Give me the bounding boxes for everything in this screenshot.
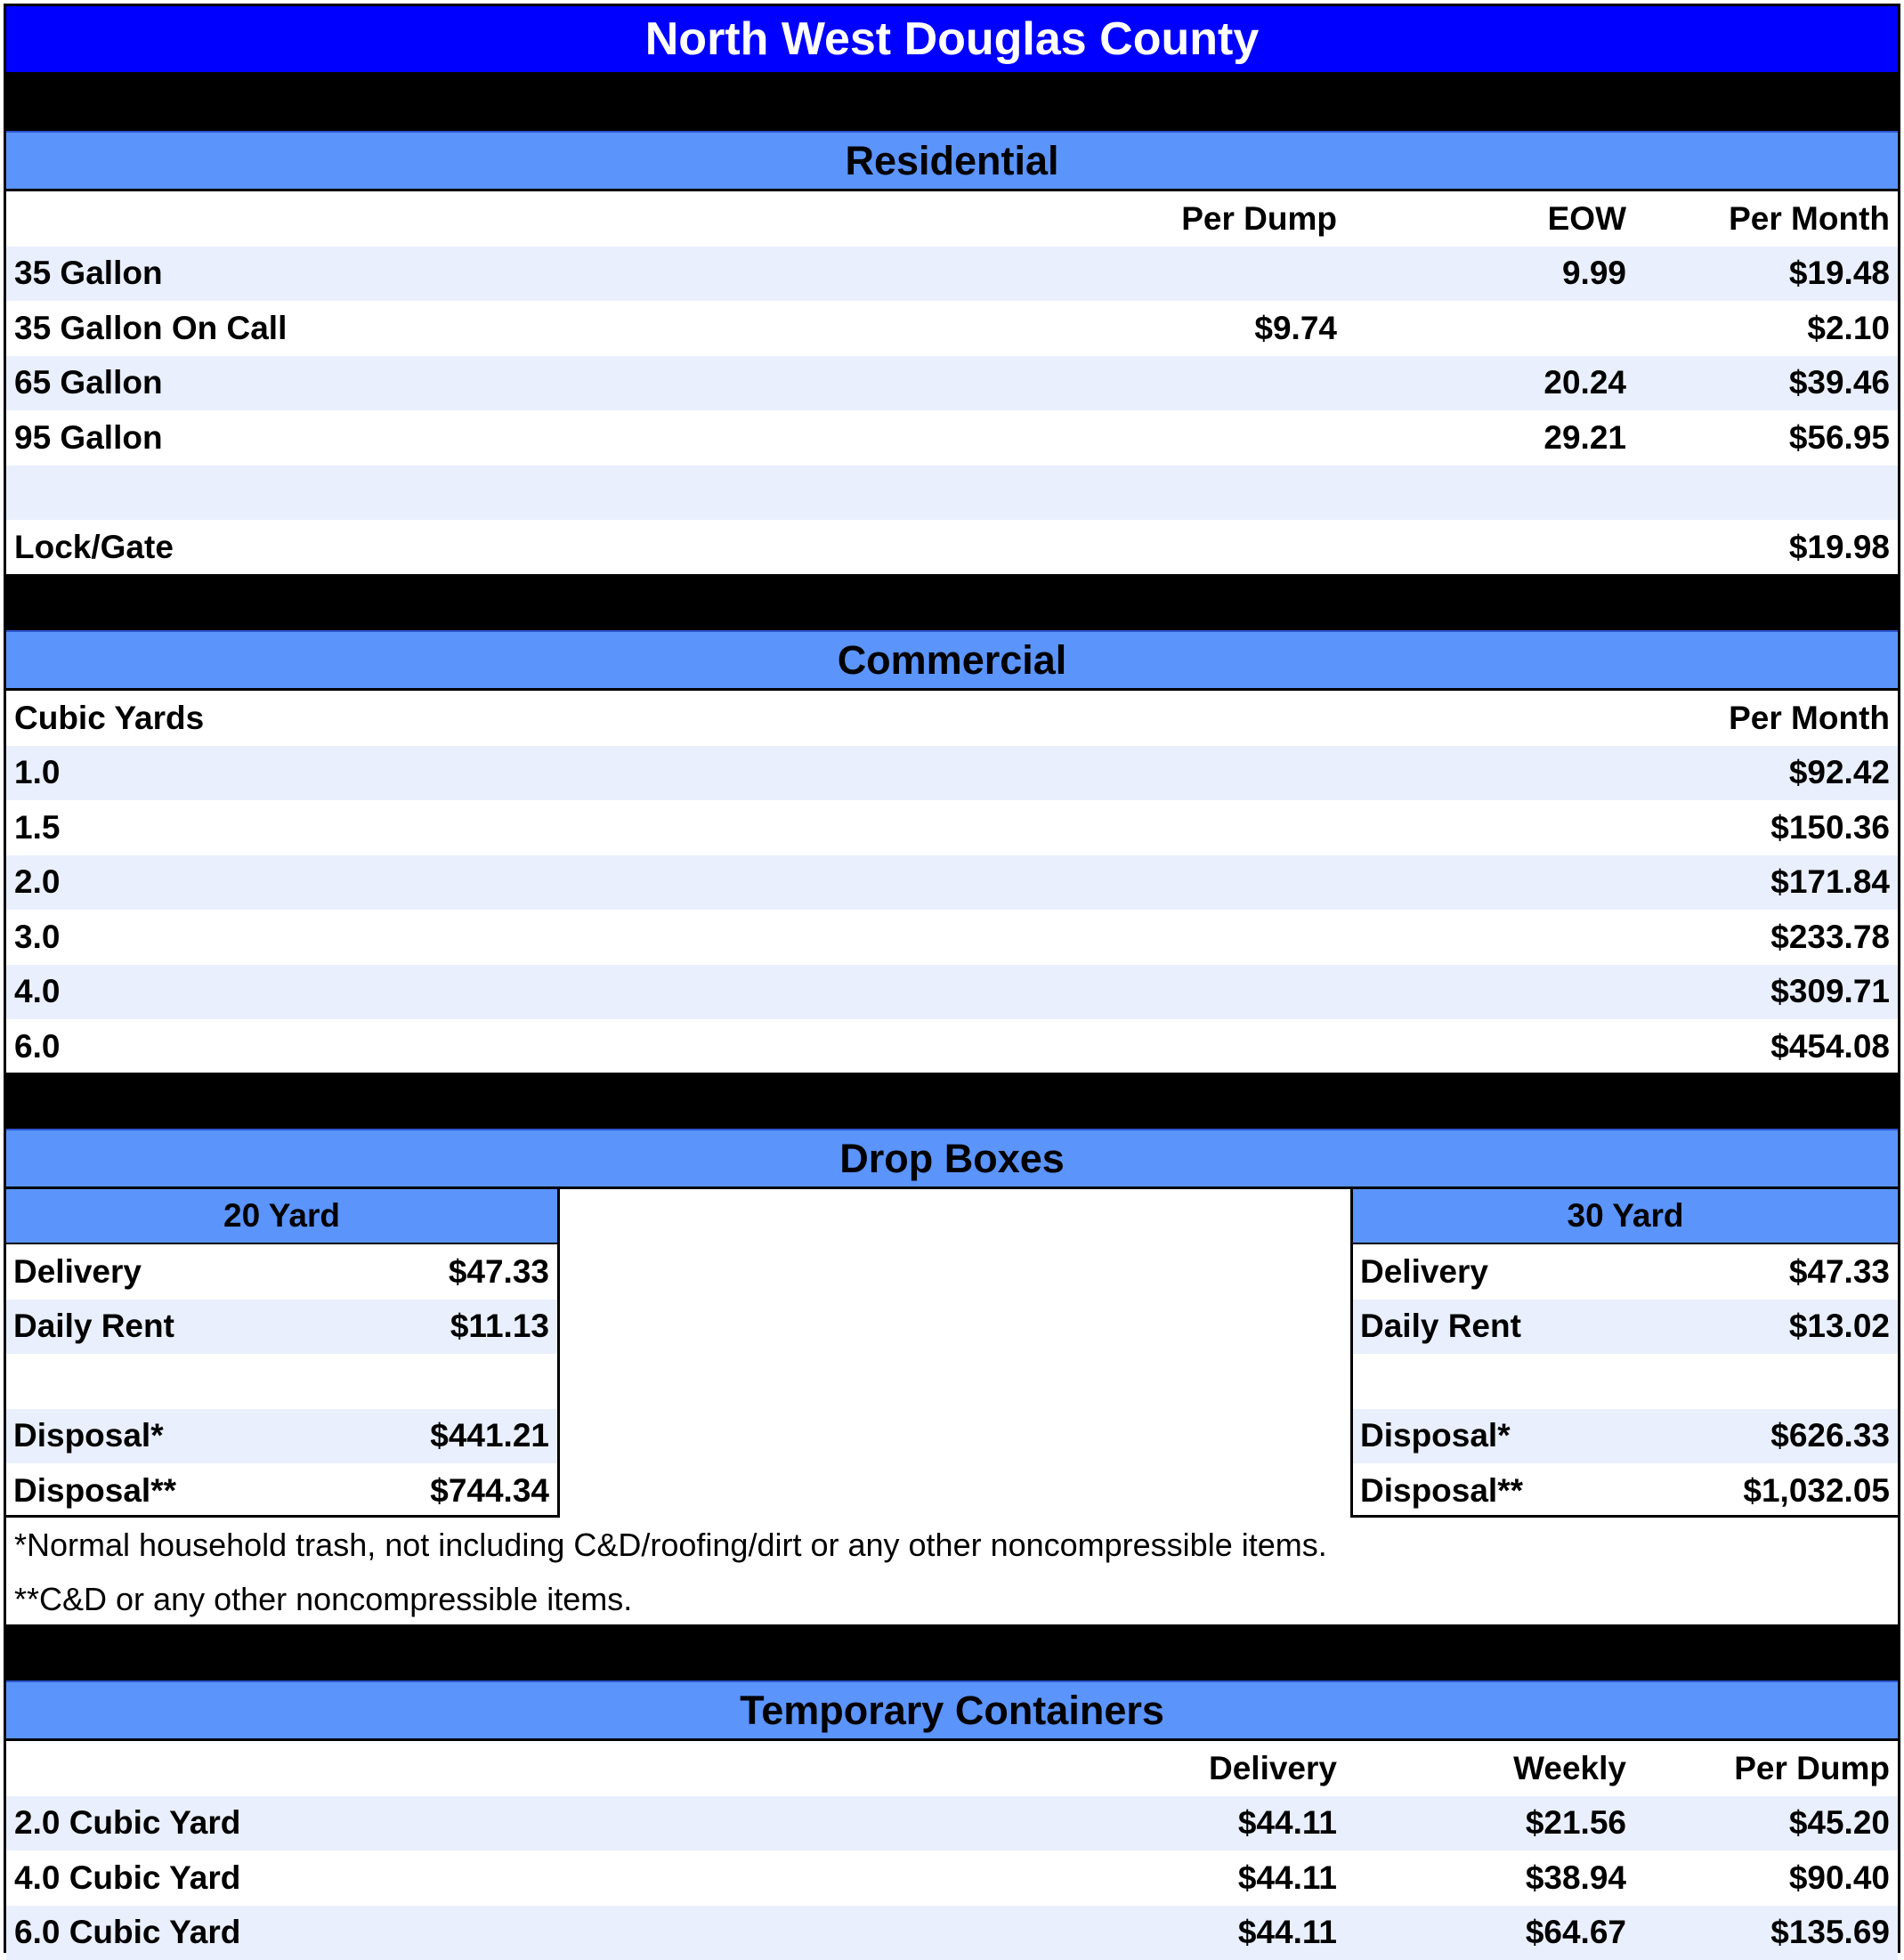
row-value: $626.33 xyxy=(1770,1417,1898,1454)
row-label: 35 Gallon xyxy=(6,255,882,292)
weekly-value: $64.67 xyxy=(1345,1914,1634,1951)
weekly-value: $38.94 xyxy=(1345,1859,1634,1897)
residential-table xyxy=(6,191,1898,575)
col-per-dump: Per Dump xyxy=(882,200,1345,238)
row-label: 1.5 xyxy=(6,809,1634,846)
delivery-value: $44.11 xyxy=(882,1859,1345,1897)
per-month-value: $454.08 xyxy=(1634,1028,1898,1065)
row-label: Daily Rent xyxy=(6,1308,450,1345)
row-value: $441.21 xyxy=(430,1417,557,1454)
table-row xyxy=(6,247,1898,302)
temporary-containers-heading: Temporary Containers xyxy=(6,1681,1898,1741)
drop-box-20-yard-heading: 20 Yard xyxy=(6,1189,557,1244)
drop-box-notes xyxy=(6,1518,1898,1627)
rate-sheet xyxy=(4,4,1900,1953)
per-month-value: $171.84 xyxy=(1634,863,1898,901)
col-per-month: Per Month xyxy=(1634,200,1898,238)
per-month-value: $150.36 xyxy=(1634,809,1898,846)
table-row xyxy=(6,520,1898,575)
table-row xyxy=(1353,1244,1898,1300)
divider-bar xyxy=(6,574,1898,630)
table-row xyxy=(6,1019,1898,1074)
commercial-header-row xyxy=(6,691,1898,746)
drop-box-20-yard xyxy=(6,1189,560,1518)
row-label: Disposal* xyxy=(6,1417,430,1454)
table-row xyxy=(6,1796,1898,1851)
table-row xyxy=(6,965,1898,1020)
per-dump-value: $45.20 xyxy=(1634,1804,1898,1842)
commercial-table xyxy=(6,691,1898,1074)
per-month-value: $19.48 xyxy=(1634,255,1898,292)
delivery-value: $44.11 xyxy=(882,1914,1345,1951)
per-month-value: $2.10 xyxy=(1634,310,1898,347)
row-label: Lock/Gate xyxy=(6,529,882,566)
divider-bar xyxy=(6,1073,1898,1129)
table-row xyxy=(6,800,1898,855)
row-label: 6.0 Cubic Yard xyxy=(6,1914,882,1951)
commercial-heading: Commercial xyxy=(6,630,1898,691)
row-label: 2.0 Cubic Yard xyxy=(6,1804,882,1842)
row-label: Disposal** xyxy=(1353,1472,1743,1510)
row-label: 3.0 xyxy=(6,919,1634,956)
eow-value: 9.99 xyxy=(1345,255,1634,292)
delivery-value: $44.11 xyxy=(882,1804,1345,1842)
row-value: $744.34 xyxy=(430,1472,557,1510)
table-row xyxy=(1353,1409,1898,1464)
col-cubic-yards: Cubic Yards xyxy=(6,700,1634,737)
col-weekly: Weekly xyxy=(1345,1750,1634,1787)
row-label: 65 Gallon xyxy=(6,364,882,401)
drop-box-30-yard xyxy=(1350,1189,1898,1518)
row-value: $47.33 xyxy=(1789,1253,1898,1291)
row-label: Disposal* xyxy=(1353,1417,1770,1454)
table-row xyxy=(6,1244,557,1300)
table-row xyxy=(6,746,1898,801)
row-value: $47.33 xyxy=(449,1253,557,1291)
row-label: 6.0 xyxy=(6,1028,1634,1065)
row-value: $13.02 xyxy=(1789,1308,1898,1345)
per-month-value: $19.98 xyxy=(1634,529,1898,566)
col-delivery: Delivery xyxy=(882,1750,1345,1787)
table-row-empty xyxy=(6,466,1898,521)
divider-bar xyxy=(6,1624,1898,1681)
col-per-dump: Per Dump xyxy=(1634,1750,1898,1787)
per-dump-value: $90.40 xyxy=(1634,1859,1898,1897)
weekly-value: $21.56 xyxy=(1345,1804,1634,1842)
temporary-table xyxy=(6,1741,1898,1960)
table-row xyxy=(6,910,1898,965)
table-row xyxy=(1353,1463,1898,1519)
footnote-cd: **C&D or any other noncompressible items. xyxy=(6,1573,1898,1628)
row-value: $11.13 xyxy=(450,1308,557,1345)
row-label: Daily Rent xyxy=(1353,1308,1789,1345)
eow-value: 20.24 xyxy=(1345,364,1634,401)
col-per-month: Per Month xyxy=(1634,700,1898,737)
row-label: Delivery xyxy=(6,1253,449,1291)
table-row xyxy=(6,410,1898,466)
table-row xyxy=(6,855,1898,911)
divider-bar xyxy=(6,75,1898,131)
row-label: 35 Gallon On Call xyxy=(6,310,882,347)
table-row-empty xyxy=(1353,1354,1898,1409)
row-label: 4.0 Cubic Yard xyxy=(6,1859,882,1897)
drop-boxes-heading: Drop Boxes xyxy=(6,1129,1898,1189)
per-dump-value: $9.74 xyxy=(882,310,1345,347)
row-label: 2.0 xyxy=(6,863,1634,901)
per-month-value: $56.95 xyxy=(1634,419,1898,457)
table-row xyxy=(6,1300,557,1355)
footnote-normal-trash: *Normal household trash, not including C&D/roofing/dirt or any other noncompressible items. xyxy=(6,1518,1898,1573)
row-label: 4.0 xyxy=(6,973,1634,1010)
row-label: Disposal** xyxy=(6,1472,430,1510)
temporary-header-row xyxy=(6,1741,1898,1796)
row-value: $1,032.05 xyxy=(1743,1472,1898,1510)
per-month-value: $39.46 xyxy=(1634,364,1898,401)
eow-value: 29.21 xyxy=(1345,419,1634,457)
table-row xyxy=(1353,1300,1898,1355)
residential-header-row xyxy=(6,191,1898,247)
table-row xyxy=(6,1409,557,1464)
per-month-value: $309.71 xyxy=(1634,973,1898,1010)
table-row xyxy=(6,1463,557,1519)
table-row xyxy=(6,356,1898,411)
per-dump-value: $135.69 xyxy=(1634,1914,1898,1951)
table-row xyxy=(6,1851,1898,1906)
table-row xyxy=(6,301,1898,356)
row-label: 1.0 xyxy=(6,754,1634,791)
col-eow: EOW xyxy=(1345,200,1634,238)
residential-heading: Residential xyxy=(6,131,1898,191)
page-title: North West Douglas County xyxy=(6,6,1898,75)
row-label: Delivery xyxy=(1353,1253,1789,1291)
table-row xyxy=(6,1906,1898,1960)
per-month-value: $92.42 xyxy=(1634,754,1898,791)
row-label: 95 Gallon xyxy=(6,419,882,457)
drop-box-30-yard-heading: 30 Yard xyxy=(1353,1189,1898,1244)
per-month-value: $233.78 xyxy=(1634,919,1898,956)
table-row-empty xyxy=(6,1354,557,1409)
